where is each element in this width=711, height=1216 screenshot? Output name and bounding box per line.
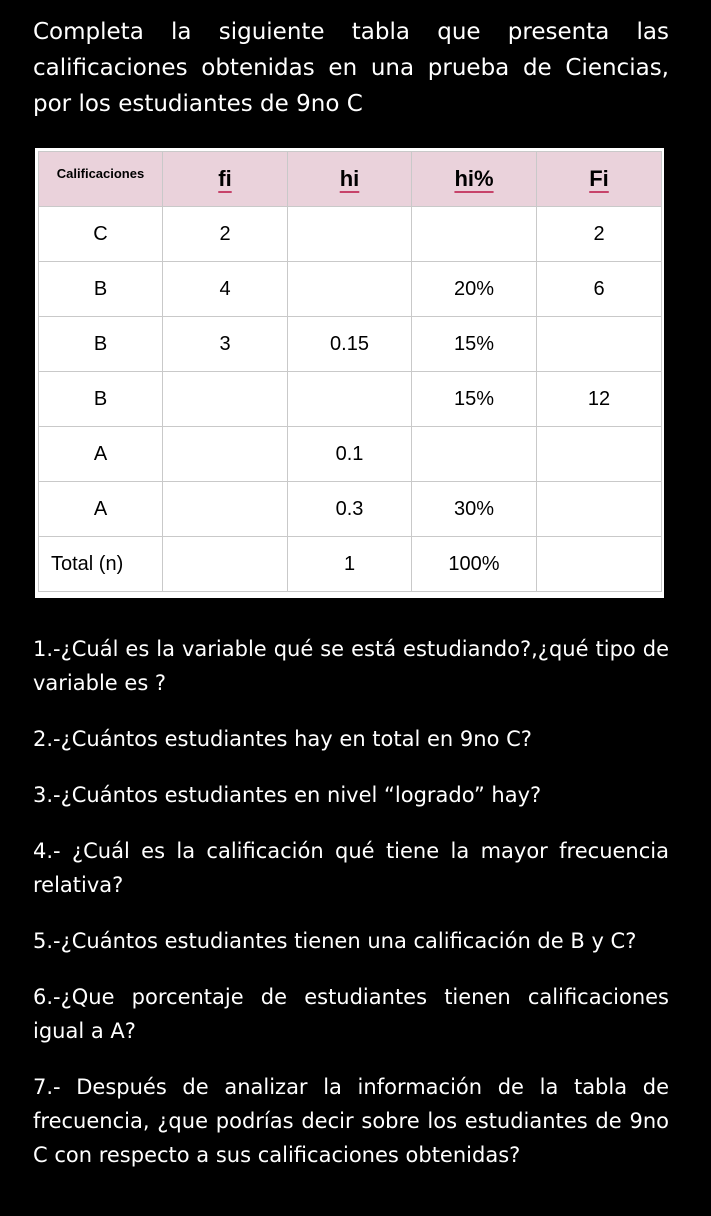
question-7: 7.- Después de analizar la información de la tabla de frecuencia, ¿que podrías decir sobre los estudiantes de 9no C con respecto a sus calificaciones obtenidas? [33, 1075, 669, 1167]
cell-calificacion: B [39, 262, 163, 317]
table-row [39, 262, 662, 317]
cell-hi-percent: 15% [412, 317, 537, 372]
cell-calificacion: C [39, 207, 163, 262]
table-row [39, 482, 662, 537]
question-4: 4.- ¿Cuál es la calificación qué tiene la mayor frecuencia relativa? [33, 839, 669, 897]
cell-calificacion: B [39, 317, 163, 372]
cell-hi: 0.3 [288, 482, 412, 537]
table-header-row [39, 152, 662, 207]
cell-calificacion: A [39, 427, 163, 482]
header-fi: fi [163, 152, 288, 207]
cell-total-Fi [537, 537, 662, 592]
cell-fi: 4 [163, 262, 288, 317]
instructions-text: Completa la siguiente tabla que presenta las calificaciones obtenidas en una prueba de Ciencias, por los estudiantes de 9no C [33, 19, 669, 117]
cell-fi: 3 [163, 317, 288, 372]
cell-calificacion: B [39, 372, 163, 427]
header-calificaciones: Calificaciones [39, 152, 163, 207]
cell-Fi [537, 482, 662, 537]
cell-hi [288, 262, 412, 317]
cell-total-hi-percent: 100% [412, 537, 537, 592]
cell-hi-percent: 20% [412, 262, 537, 317]
header-Fi: Fi [537, 152, 662, 207]
question-list [33, 632, 669, 1194]
question-1: 1.-¿Cuál es la variable qué se está estudiando?,¿qué tipo de variable es ? [33, 637, 669, 695]
cell-fi [163, 372, 288, 427]
cell-Fi [537, 427, 662, 482]
frequency-table-container [35, 148, 664, 598]
header-hi: hi [288, 152, 412, 207]
cell-calificacion: A [39, 482, 163, 537]
table-row [39, 427, 662, 482]
cell-fi: 2 [163, 207, 288, 262]
cell-hi-percent [412, 207, 537, 262]
cell-Fi: 6 [537, 262, 662, 317]
cell-total-label: Total (n) [39, 537, 163, 592]
cell-Fi: 2 [537, 207, 662, 262]
table-total-row [39, 537, 662, 592]
question-2: 2.-¿Cuántos estudiantes hay en total en 9no C? [33, 727, 532, 751]
cell-hi-percent [412, 427, 537, 482]
table-row [39, 207, 662, 262]
frequency-table [38, 151, 662, 592]
cell-hi-percent: 30% [412, 482, 537, 537]
question-5: 5.-¿Cuántos estudiantes tienen una calificación de B y C? [33, 929, 637, 953]
cell-fi [163, 482, 288, 537]
question-6: 6.-¿Que porcentaje de estudiantes tienen calificaciones igual a A? [33, 985, 669, 1043]
cell-hi [288, 207, 412, 262]
cell-hi: 0.15 [288, 317, 412, 372]
cell-Fi: 12 [537, 372, 662, 427]
table-row [39, 317, 662, 372]
header-hi-percent: hi% [412, 152, 537, 207]
cell-fi [163, 427, 288, 482]
cell-total-hi: 1 [288, 537, 412, 592]
cell-hi: 0.1 [288, 427, 412, 482]
cell-hi [288, 372, 412, 427]
cell-total-fi [163, 537, 288, 592]
question-3: 3.-¿Cuántos estudiantes en nivel “logrado” hay? [33, 783, 542, 807]
table-row [39, 372, 662, 427]
cell-Fi [537, 317, 662, 372]
cell-hi-percent: 15% [412, 372, 537, 427]
